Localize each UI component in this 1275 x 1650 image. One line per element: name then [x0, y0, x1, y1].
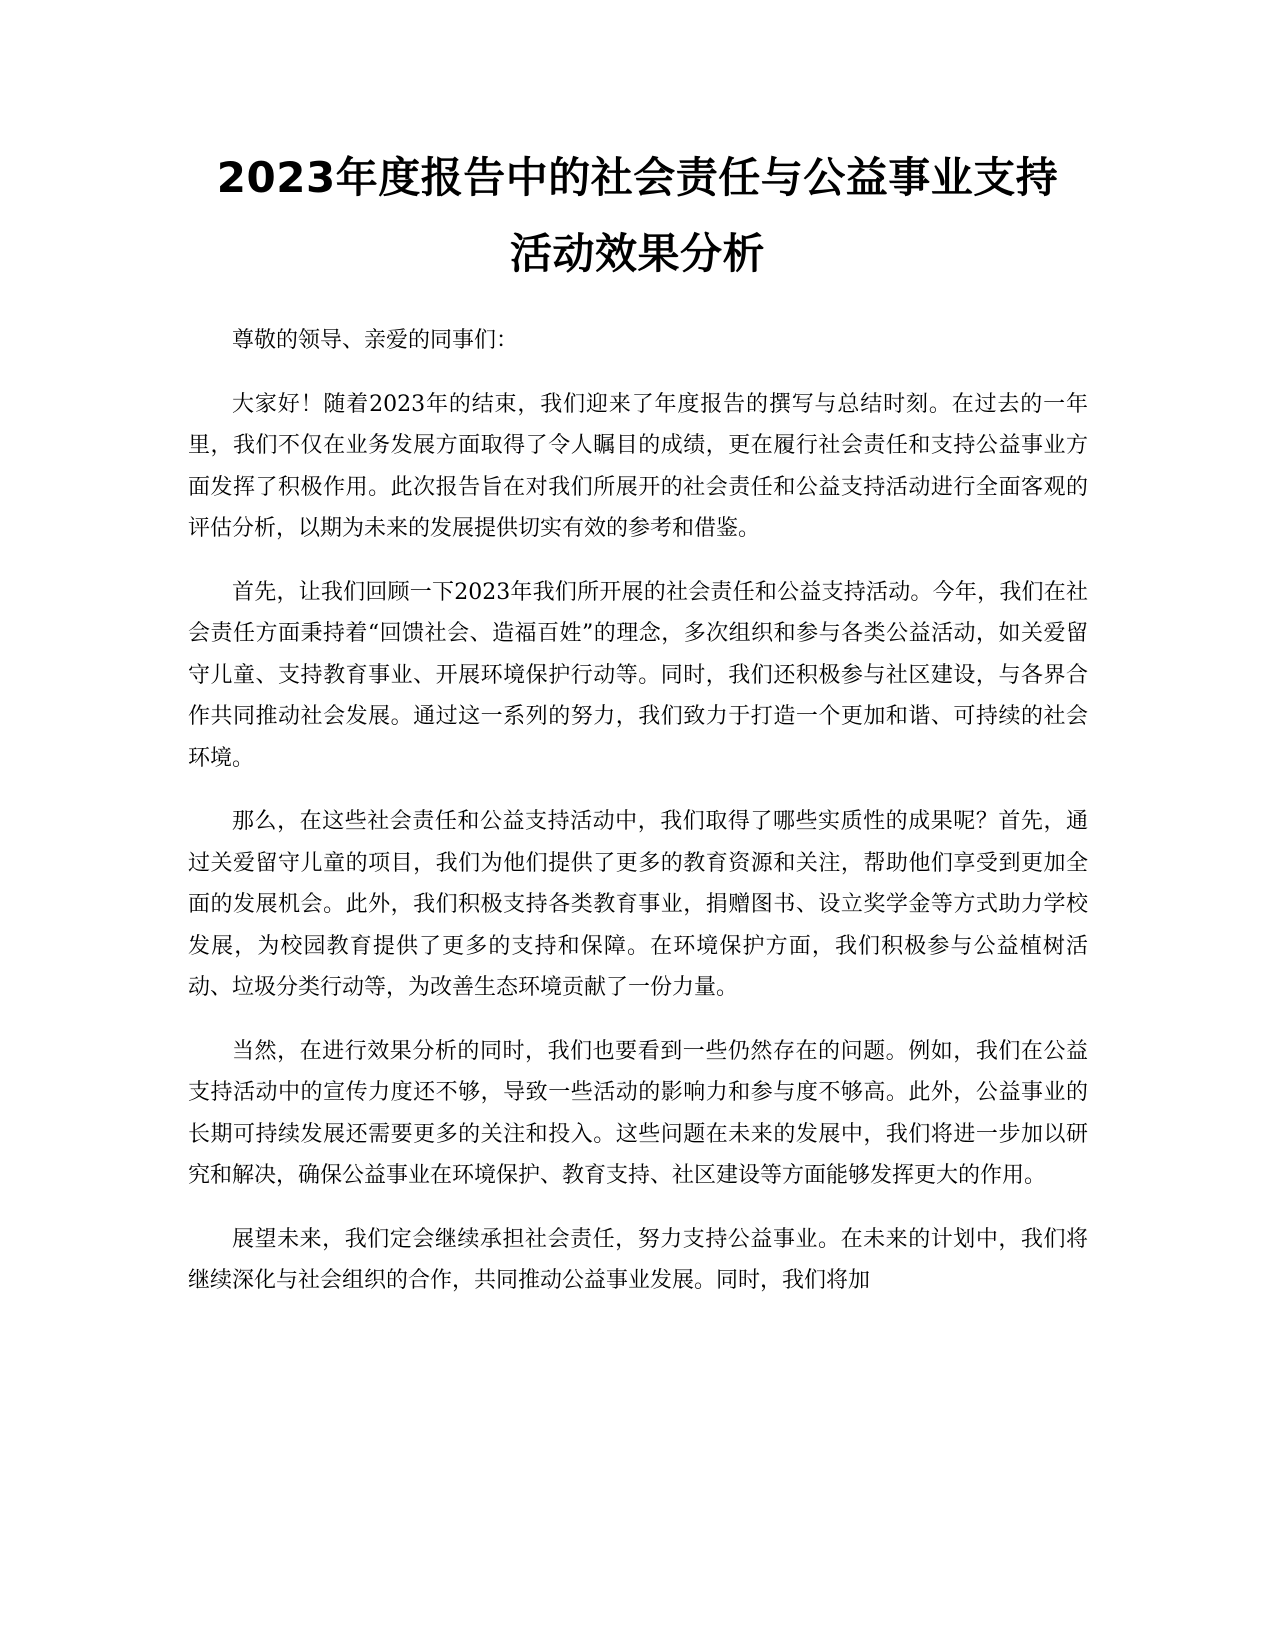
paragraph-4: 当然，在进行效果分析的同时，我们也要看到一些仍然存在的问题。例如，我们在公益支持活动中的宣传力度还不够，导致一些活动的影响力和参与度不够高。此外，公益事业的长期可持续发展还需要更多的关注和投入。这些问题在未来的发展中，我们将进一步加以研究和解决，确保公益事业在环境保护、教育支持、社区建设等方面能够发挥更大的作用。	[188, 1038, 1088, 1188]
title-line-2: 活动效果分析	[509, 229, 765, 278]
salutation: 尊敬的领导、亲爱的同事们：	[232, 328, 519, 353]
paragraph-2: 首先，让我们回顾一下2023年我们所开展的社会责任和公益支持活动。今年，我们在社会责任方面秉持着“回馈社会、造福百姓”的理念，多次组织和参与各类公益活动，如关爱留守儿童、支持教育事业、开展环境保护行动等。同时，我们还积极参与社区建设，与各界合作共同推动社会发展。通过这一系列的努力，我们致力于打造一个更加和谐、可持续的社会环境。	[188, 579, 1088, 771]
title-line-1: 2023年度报告中的社会责任与公益事业支持	[216, 153, 1059, 202]
document-title	[150, 140, 1125, 292]
paragraph-5: 展望未来，我们定会继续承担社会责任，努力支持公益事业。在未来的计划中，我们将继续深化与社会组织的合作，共同推动公益事业发展。同时，我们将加	[188, 1226, 1088, 1293]
paragraph-1: 大家好！随着2023年的结束，我们迎来了年度报告的撰写与总结时刻。在过去的一年里，我们不仅在业务发展方面取得了令人瞩目的成绩，更在履行社会责任和支持公益事业方面发挥了积极作用。此次报告旨在对我们所展开的社会责任和公益支持活动进行全面客观的评估分析，以期为未来的发展提供切实有效的参考和借鉴。	[188, 391, 1088, 541]
document-body	[188, 320, 1088, 1324]
paragraph-3: 那么，在这些社会责任和公益支持活动中，我们取得了哪些实质性的成果呢？首先，通过关爱留守儿童的项目，我们为他们提供了更多的教育资源和关注，帮助他们享受到更加全面的发展机会。此外，我们积极支持各类教育事业，捐赠图书、设立奖学金等方式助力学校发展，为校园教育提供了更多的支持和保障。在环境保护方面，我们积极参与公益植树活动、垃圾分类行动等，为改善生态环境贡献了一份力量。	[188, 809, 1088, 1000]
